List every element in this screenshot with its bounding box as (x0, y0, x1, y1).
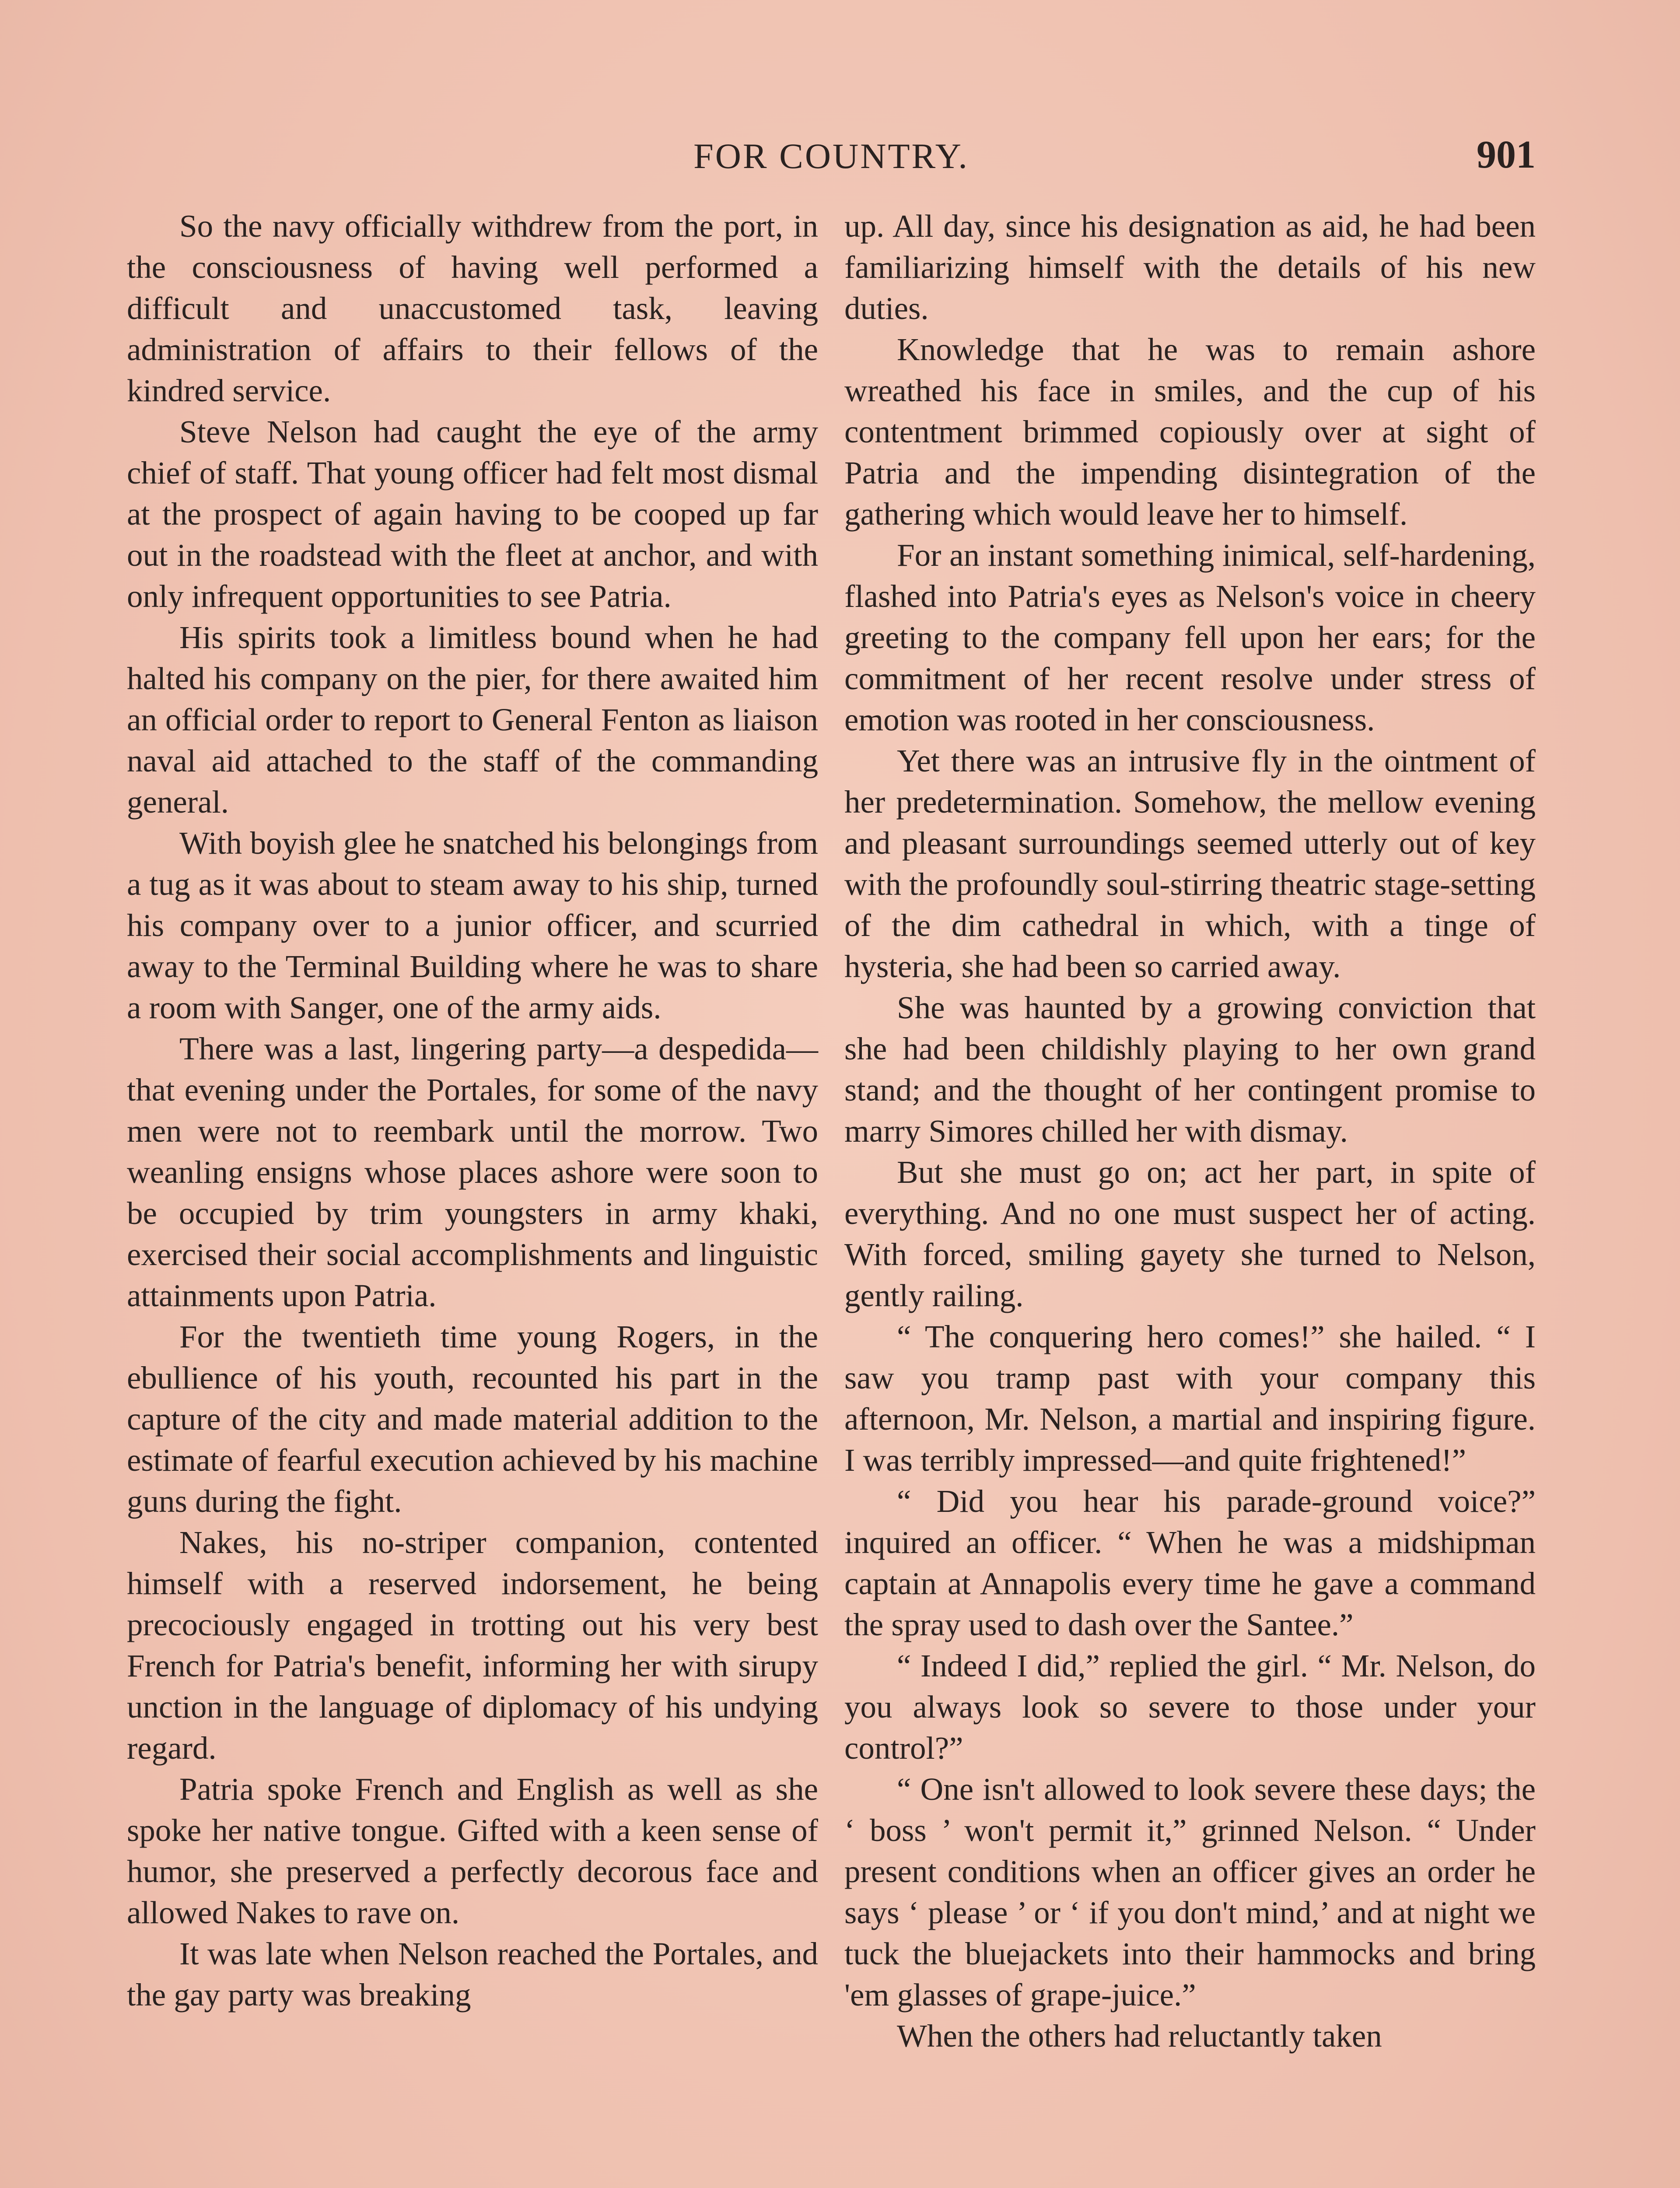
paragraph: So the navy officially withdrew from the port, in the consciousness of having well performed a difficult and unaccustomed task, leaving administration of affairs to their fellows of the kindred service. (127, 208, 818, 408)
left-column (127, 206, 818, 2188)
page-header (127, 127, 1536, 188)
paragraph: His spirits took a limitless bound when he had halted his company on the pier, for there awaited him an official order to report to General Fenton as liaison naval aid attached to the staff of the commanding general. (127, 620, 818, 820)
paragraph: There was a last, lingering party—a despedida—that evening under the Portales, for some of the navy men were not to reembark until the morrow. Two weanling ensigns whose places ashore were soon to be occupied by trim youngsters in army khaki, exercised their social accomplishments and linguistic attainments upon Patria. (127, 1031, 818, 1313)
paragraph: “ One isn't allowed to look severe these days; the ‘ boss ’ won't permit it,” grinned Nelson. “ Under present conditions when an officer gives an order he says ‘ please ’ or ‘ if you don't mind,’ and at night we tuck the bluejackets into their hammocks and bring 'em glasses of grape-juice.” (844, 1771, 1536, 2013)
paragraph: Nakes, his no-striper companion, contented himself with a reserved indorsement, he being precociously engaged in trotting out his very best French for Patria's benefit, informing her with sirupy unction in the language of diplomacy of his undying regard. (127, 1525, 818, 1766)
right-column (844, 206, 1536, 2188)
paragraph: Steve Nelson had caught the eye of the army chief of staff. That young officer had felt most dismal at the prospect of again having to be cooped up far out in the roadstead with the fleet at anchor, and with only infrequent opportunities to see Patria. (127, 414, 818, 614)
paragraph: Knowledge that he was to remain ashore wreathed his face in smiles, and the cup of his contentment brimmed copiously over at sight of Patria and the impending disintegration of the gathering which would leave her to himself. (844, 332, 1536, 532)
paragraph: “ Indeed I did,” replied the girl. “ Mr. Nelson, do you always look so severe to those under your control?” (844, 1648, 1536, 1766)
running-head: FOR COUNTRY. (693, 136, 969, 176)
paragraph: When the others had reluctantly taken (897, 2018, 1382, 2054)
page-number: 901 (1477, 133, 1536, 176)
paragraph: For an instant something inimical, self-hardening, flashed into Patria's eyes as Nelson's voice in cheery greeting to the company fell upon her ears; for the commitment of her recent resolve under stress of emotion was rooted in her consciousness. (844, 537, 1536, 737)
paragraph: “ The conquering hero comes!” she hailed. “ I saw you tramp past with your company this afternoon, Mr. Nelson, a martial and inspiring figure. I was terribly impressed—and quite frightened!” (844, 1319, 1536, 1478)
paragraph: She was haunted by a growing conviction that she had been childishly playing to her own grand stand; and the thought of her contingent promise to marry Simores chilled her with dismay. (844, 990, 1536, 1149)
paragraph: For the twentieth time young Rogers, in the ebullience of his youth, recounted his part in the capture of the city and made material addition to the estimate of fearful execution achieved by his machine guns during the fight. (127, 1319, 818, 1519)
paragraph: But she must go on; act her part, in spite of everything. And no one must suspect her of acting. With forced, smiling gayety she turned to Nelson, gently railing. (844, 1154, 1536, 1313)
paragraph: Patria spoke French and English as well as she spoke her native tongue. Gifted with a keen sense of humor, she preserved a perfectly decorous face and allowed Nakes to rave on. (127, 1771, 818, 1930)
paragraph: “ Did you hear his parade-ground voice?” inquired an officer. “ When he was a midshipman captain at Annapolis every time he gave a command the spray used to dash over the Santee.” (844, 1483, 1536, 1642)
text-columns (127, 206, 1536, 2188)
paragraph: It was late when Nelson reached the Portales, and the gay party was breaking (127, 1936, 818, 2013)
paragraph: With boyish glee he snatched his belongings from a tug as it was about to steam away to his ship, turned his company over to a junior officer, and scurried away to the Terminal Building where he was to share a room with Sanger, one of the army aids. (127, 825, 818, 1025)
paragraph: Yet there was an intrusive fly in the ointment of her predetermination. Somehow, the mellow evening and pleasant surroundings seemed utterly out of key with the profoundly soul-stirring theatric stage-setting of the dim cathedral in which, with a tinge of hysteria, she had been so carried away. (844, 743, 1536, 984)
paragraph: up. All day, since his designation as aid, he had been familiarizing himself with the details of his new duties. (844, 208, 1536, 326)
